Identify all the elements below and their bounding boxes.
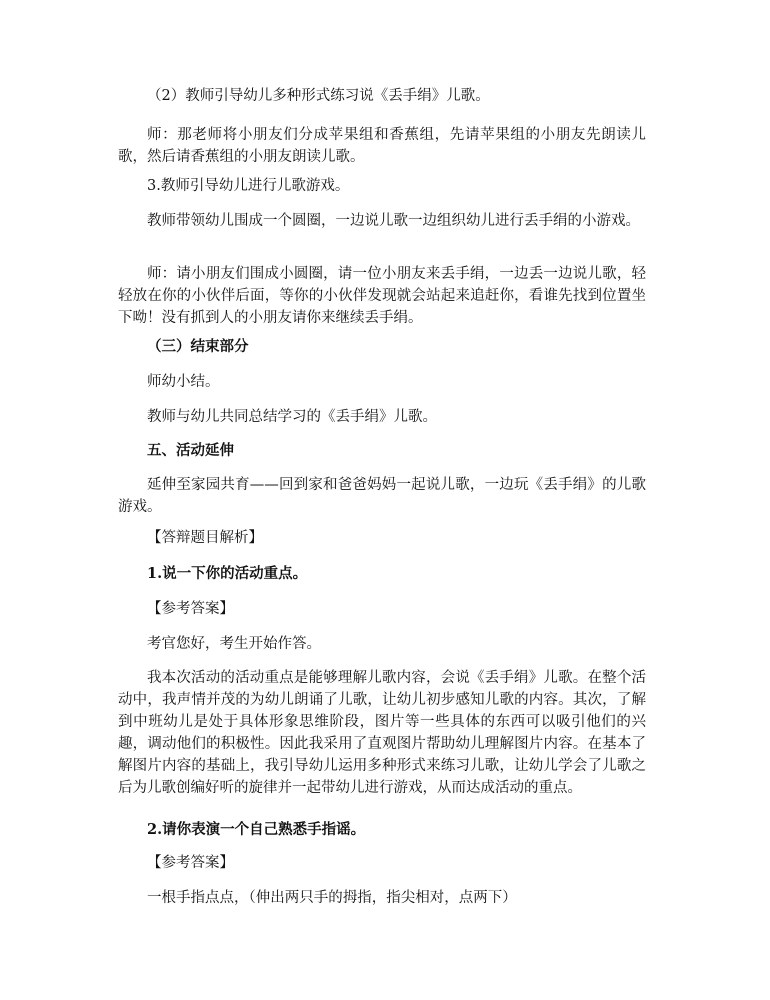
section-heading-extension: 五、活动延伸 bbox=[147, 442, 234, 459]
paragraph-group-reading: 师：那老师将小朋友们分成苹果组和香蕉组，先请苹果组的小朋友先朗读儿歌，然后请香蕉组的小朋友朗读儿歌。 bbox=[118, 127, 646, 165]
section-heading-defense: 【答辩题目解析】 bbox=[147, 530, 263, 546]
paragraph-game-instructions: 师：请小朋友们围成小圆圈，请一位小朋友来丢手绢，一边丢一边说儿歌，轻轻放在你的小伙伴后面，等你的小伙伴发现就会站起来追赶你，看谁先找到位置坐下呦！没有抓到人的小朋友请你来继续丢手绢。 bbox=[118, 266, 646, 326]
section-heading-ending: （三）结束部分 bbox=[147, 338, 249, 355]
answer-opening: 考官您好，考生开始作答。 bbox=[147, 636, 321, 652]
question-2: 2.请你表演一个自己熟悉手指谣。 bbox=[147, 821, 366, 838]
paragraph-circle-game: 教师带领幼儿围成一个圆圈，一边说儿歌一边组织幼儿进行丢手绢的小游戏。 bbox=[147, 213, 640, 229]
answer-1-body: 我本次活动的活动重点是能够理解儿歌内容，会说《丢手绢》儿歌。在整个活动中，我声情并茂的为幼儿朗诵了儿歌，让幼儿初步感知儿歌的内容。其次，了解到中班幼儿是处于具体形象思维阶段，图片等一些具体的东西可以吸引他们的兴趣，调动他们的积极性。因此我采用了直观图片帮助幼儿理解图片内容。在基本了解图片内容的基础上，我引导幼儿运用多种形式来练习儿歌，让幼儿学会了儿歌之后为儿歌创编好听的旋律并一起带幼儿进行游戏，从而达成活动的重点。 bbox=[118, 670, 646, 796]
reference-answer-label-1: 【参考答案】 bbox=[147, 601, 234, 617]
paragraph-review: 教师与幼儿共同总结学习的《丢手绢》儿歌。 bbox=[147, 409, 437, 425]
reference-answer-label-2: 【参考答案】 bbox=[147, 855, 234, 871]
paragraph-practice-methods: （2）教师引导幼儿多种形式练习说《丢手绢》儿歌。 bbox=[147, 88, 490, 104]
question-1: 1.说一下你的活动重点。 bbox=[147, 565, 308, 582]
paragraph-home-extension: 延伸至家园共育——回到家和爸爸妈妈一起说儿歌，一边玩《丢手绢》的儿歌游戏。 bbox=[118, 477, 646, 515]
paragraph-step-3-heading: 3.教师引导幼儿进行儿歌游戏。 bbox=[147, 178, 350, 194]
paragraph-summary: 师幼小结。 bbox=[147, 374, 220, 390]
answer-2-first-line: 一根手指点点，（伸出两只手的拇指，指尖相对，点两下） bbox=[147, 890, 517, 906]
